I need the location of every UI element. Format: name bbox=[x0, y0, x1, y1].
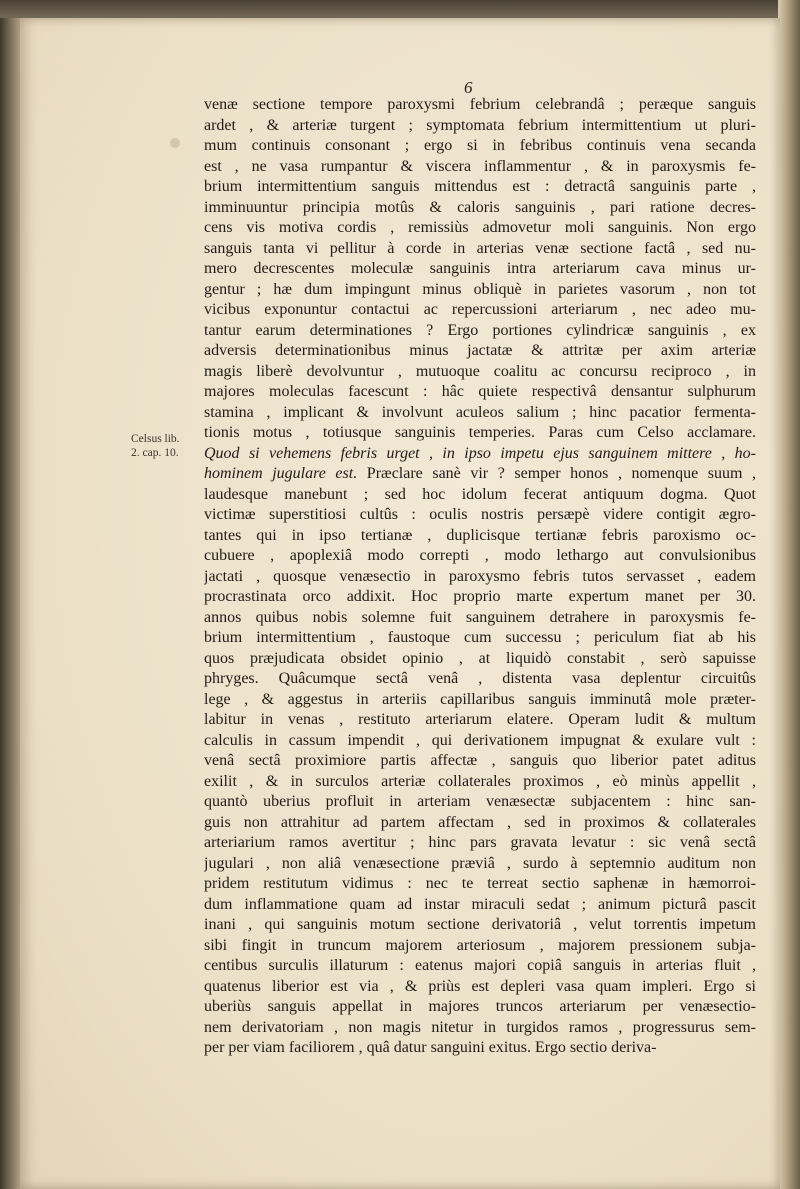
text-line: procrastinata orco addixit. Hoc proprio marte expertum manet per 30. bbox=[204, 588, 756, 605]
text-line: uberiùs sanguis appellat in majores truncos arteriarum per venæsectio- bbox=[204, 998, 756, 1015]
text-line: sanguis tanta vi pellitur à corde in arterias venæ sectione factâ , sed nu- bbox=[204, 239, 756, 257]
text-line: jugulari , non aliâ venæsectione præviâ , surdo à septemnio auditum non bbox=[204, 854, 756, 872]
text-line: cubuere , apoplexiâ modo correpti , modo lethargo aut convulsionibus bbox=[204, 547, 756, 564]
text-line: laudesque manebunt ; sed hoc idolum fecerat antiquum dogma. Quot bbox=[204, 485, 756, 503]
text-line: jactati , quosque venæsectio in paroxysmo febris tutos servasset , eadem bbox=[204, 567, 756, 585]
body-text bbox=[204, 95, 756, 1059]
text-line: quantò uberius profluit in arteriam venæsectæ subjacentem : hinc san- bbox=[204, 793, 756, 810]
text-line: inani , qui sanguinis motum sectione derivatoriâ , velut torrentis impetum bbox=[204, 916, 756, 933]
book-gutter bbox=[0, 18, 22, 1189]
text-line: vicibus exponuntur contactui ac repercussioni arteriarum , nec adeo mu- bbox=[204, 301, 756, 318]
marginal-note-line: Celsus lib. bbox=[131, 433, 180, 445]
text-line: arteriarium ramos avertitur ; hinc pars gravata levatur : sic venâ sectâ bbox=[204, 834, 756, 851]
text-line: ardet , & arteriæ turgent ; symptomata febrium intermittentium ut pluri- bbox=[204, 116, 756, 134]
text-line: tantur earum determinationes ? Ergo portiones cylindricæ sanguinis , ex bbox=[204, 321, 756, 339]
text-line: brium intermittentium sanguis mittendus est : detractâ sanguinis parte , bbox=[204, 178, 756, 195]
text-line: magis liberè devolvuntur , mutuoque coalitu ac concursu reciproco , in bbox=[204, 362, 756, 380]
text-line: tantes qui in ipso tertianæ , duplicisque tertianæ febris paroxismo oc- bbox=[204, 526, 756, 544]
marginal-note bbox=[131, 432, 201, 460]
text-line bbox=[204, 464, 756, 485]
text-line: venâ sectâ proximiore partis affectæ , sanguis quo liberior patet aditus bbox=[204, 752, 756, 769]
text-line: guis non attrahitur ad partem affectam , sed in proximos & collaterales bbox=[204, 813, 756, 831]
text-line: mero decrescentes moleculæ sanguinis intra arteriarum cava minus ur- bbox=[204, 260, 756, 277]
text-line: annos quibus nobis solemne fuit sanguinem detrahere in paroxysmis fe- bbox=[204, 608, 756, 626]
text-line: quatenus liberior est via , & priùs est depleri vasa quam impleri. Ergo si bbox=[204, 977, 756, 995]
text-line: est , ne vasa rumpantur & viscera inflammentur , & in paroxysmis fe- bbox=[204, 157, 756, 175]
text-line: nem derivatoriam , non magis nitetur in turgidos ramos , progressurus sem- bbox=[204, 1018, 756, 1036]
text-line: quos præjudicata obsidet opinio , at liquidò constabit , serò sapuisse bbox=[204, 649, 756, 667]
text-line: centibus surculis illaturum : eatenus majori copiâ sanguis in arterias fluit , bbox=[204, 957, 756, 974]
text-line: stamina , implicant & involvunt aculeos salium ; hinc pacatior fermenta- bbox=[204, 403, 756, 421]
text-line: phryges. Quâcumque sectâ venâ , distenta vasa deplentur circuitûs bbox=[204, 670, 756, 687]
text-line: pridem restitutum vidimus : nec te terreat sectio saphenæ in hæmorroi- bbox=[204, 875, 756, 892]
text-line: victimæ superstitiosi cultûs : oculis nostris persæpè videre contigit ægro- bbox=[204, 506, 756, 523]
text-line: mum continuis consonant ; ergo si in febribus continuis vena secanda bbox=[204, 137, 756, 154]
text-line: brium intermittentium , faustoque cum successu ; periculum fiat ab his bbox=[204, 629, 756, 646]
text-line: cens vis motiva cordis , remissiùs admovetur moli sanguinis. Non ergo bbox=[204, 219, 756, 236]
text-line: imminuuntur principia motûs & caloris sanguinis , pari ratione decres- bbox=[204, 198, 756, 216]
page-number: 6 bbox=[464, 78, 473, 97]
marginal-note-line: 2. cap. 10. bbox=[131, 447, 179, 459]
book-page bbox=[20, 18, 780, 1189]
text-line: tionis motus , totiusque sanguinis temperies. Paras cum Celso acclamare. bbox=[204, 424, 756, 441]
text-line: sibi fingit in truncum majorem arteriosum , majorem pressionem subja- bbox=[204, 936, 756, 954]
text-line: venæ sectione tempore paroxysmi febrium celebrandâ ; peræque sanguis bbox=[204, 96, 756, 113]
text-line: lege , & aggestus in arteriis capillaribus sanguis imminutâ mole præter- bbox=[204, 690, 756, 708]
text-line: labitur in venas , restituto arteriarum elatere. Operam ludit & multum bbox=[204, 711, 756, 728]
paper-stain bbox=[170, 138, 180, 148]
italic-quote-end: hominem jugulare est. bbox=[204, 465, 358, 482]
text-line-rest: Præclare sanè vir ? semper honos , nomenque suum , bbox=[357, 465, 756, 482]
text-line: calculis in cassum impendit , qui derivationem impugnat & exulare vult : bbox=[204, 731, 756, 749]
text-line: dum inflammatione quam ad instar miraculi sedat ; animum picturâ pascit bbox=[204, 895, 756, 913]
italic-quote-line: Quod si vehemens febris urget , in ipso impetu ejus sanguinem mittere , ho- bbox=[204, 444, 756, 462]
text-line: per per viam faciliorem , quâ datur sanguini exitus. Ergo sectio deriva- bbox=[204, 1039, 657, 1056]
text-line: exilit , & in surculos arteriæ collaterales proximos , eò minùs appellit , bbox=[204, 772, 756, 790]
book-page-edges bbox=[778, 0, 800, 1189]
text-line: adversis determinationibus minus jactatæ & attritæ per axim arteriæ bbox=[204, 342, 756, 359]
text-line: gentur ; hæ dum impingunt minus obliquè in parietes vasorum , non tot bbox=[204, 280, 756, 298]
text-line: majores moleculas facescunt : hâc quiete respectivâ densantur sulphurum bbox=[204, 383, 756, 400]
